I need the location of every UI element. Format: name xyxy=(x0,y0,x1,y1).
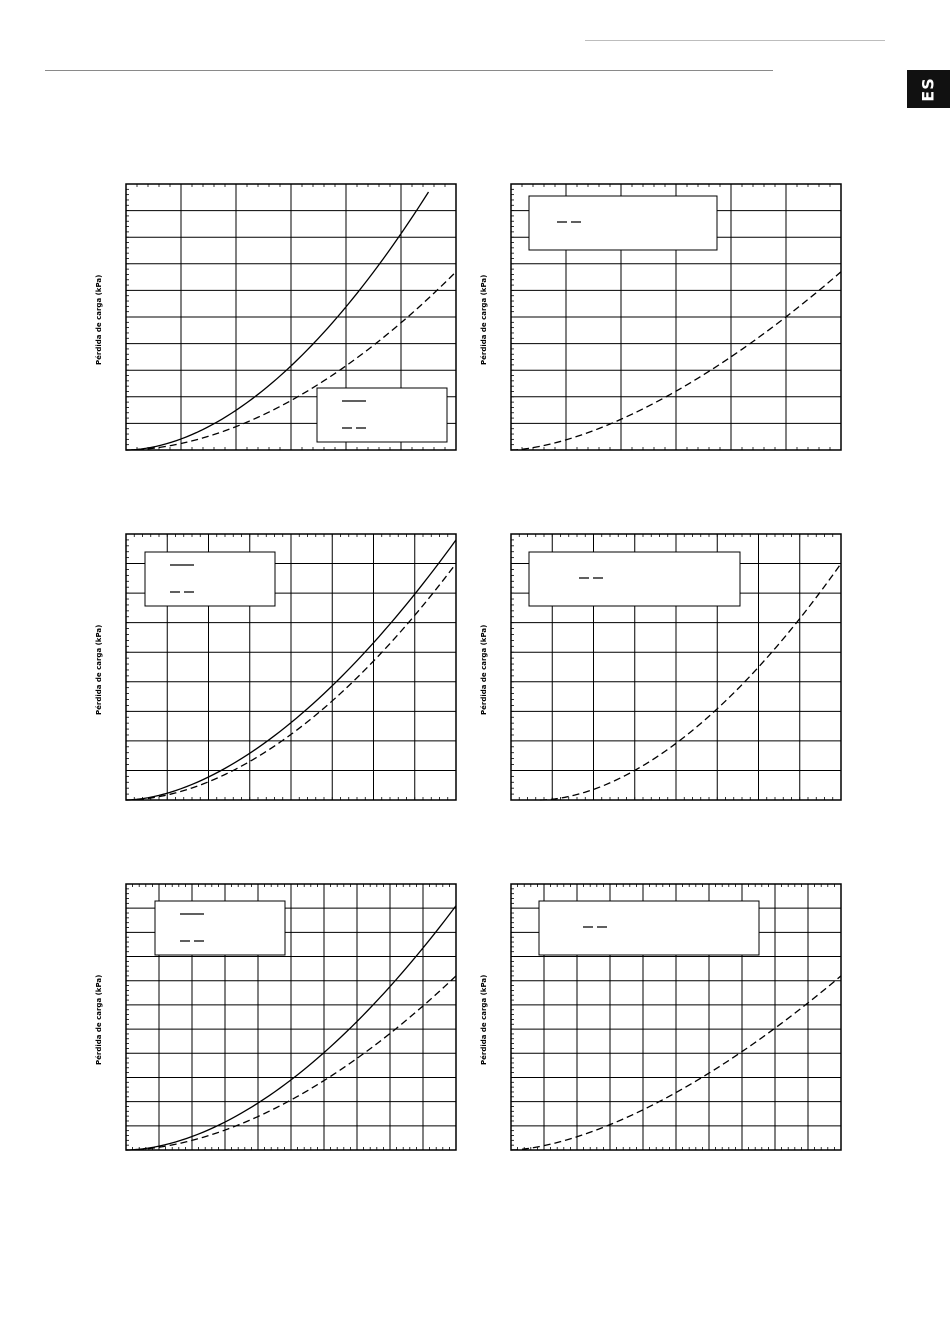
chart-svg xyxy=(475,180,865,470)
chart-2 xyxy=(475,180,865,470)
header-rule-short xyxy=(585,40,885,41)
y-axis-label: Pérdida de carga (kPa) xyxy=(480,974,488,1065)
chart-4 xyxy=(475,530,865,820)
chart-3 xyxy=(90,530,480,820)
legend-box xyxy=(155,901,285,955)
chart-svg xyxy=(475,880,865,1170)
y-axis-label: Pérdida de carga (kPa) xyxy=(480,274,488,365)
legend-box xyxy=(539,901,759,955)
y-axis-label: Pérdida de carga (kPa) xyxy=(95,974,103,1065)
y-axis-label: Pérdida de carga (kPa) xyxy=(95,274,103,365)
chart-svg xyxy=(90,880,480,1170)
chart-1 xyxy=(90,180,480,470)
header-rule-long xyxy=(45,70,773,71)
legend-box xyxy=(529,552,740,606)
y-axis-label: Pérdida de carga (kPa) xyxy=(480,624,488,715)
chart-svg xyxy=(475,530,865,820)
legend-box xyxy=(317,388,447,442)
y-axis-label: Pérdida de carga (kPa) xyxy=(95,624,103,715)
chart-5 xyxy=(90,880,480,1170)
chart-svg xyxy=(90,180,480,470)
chart-svg xyxy=(90,530,480,820)
language-tab[interactable] xyxy=(907,70,950,108)
legend-box xyxy=(145,552,275,606)
language-tab-label: ES xyxy=(918,76,938,102)
chart-6 xyxy=(475,880,865,1170)
legend-box xyxy=(529,196,717,250)
